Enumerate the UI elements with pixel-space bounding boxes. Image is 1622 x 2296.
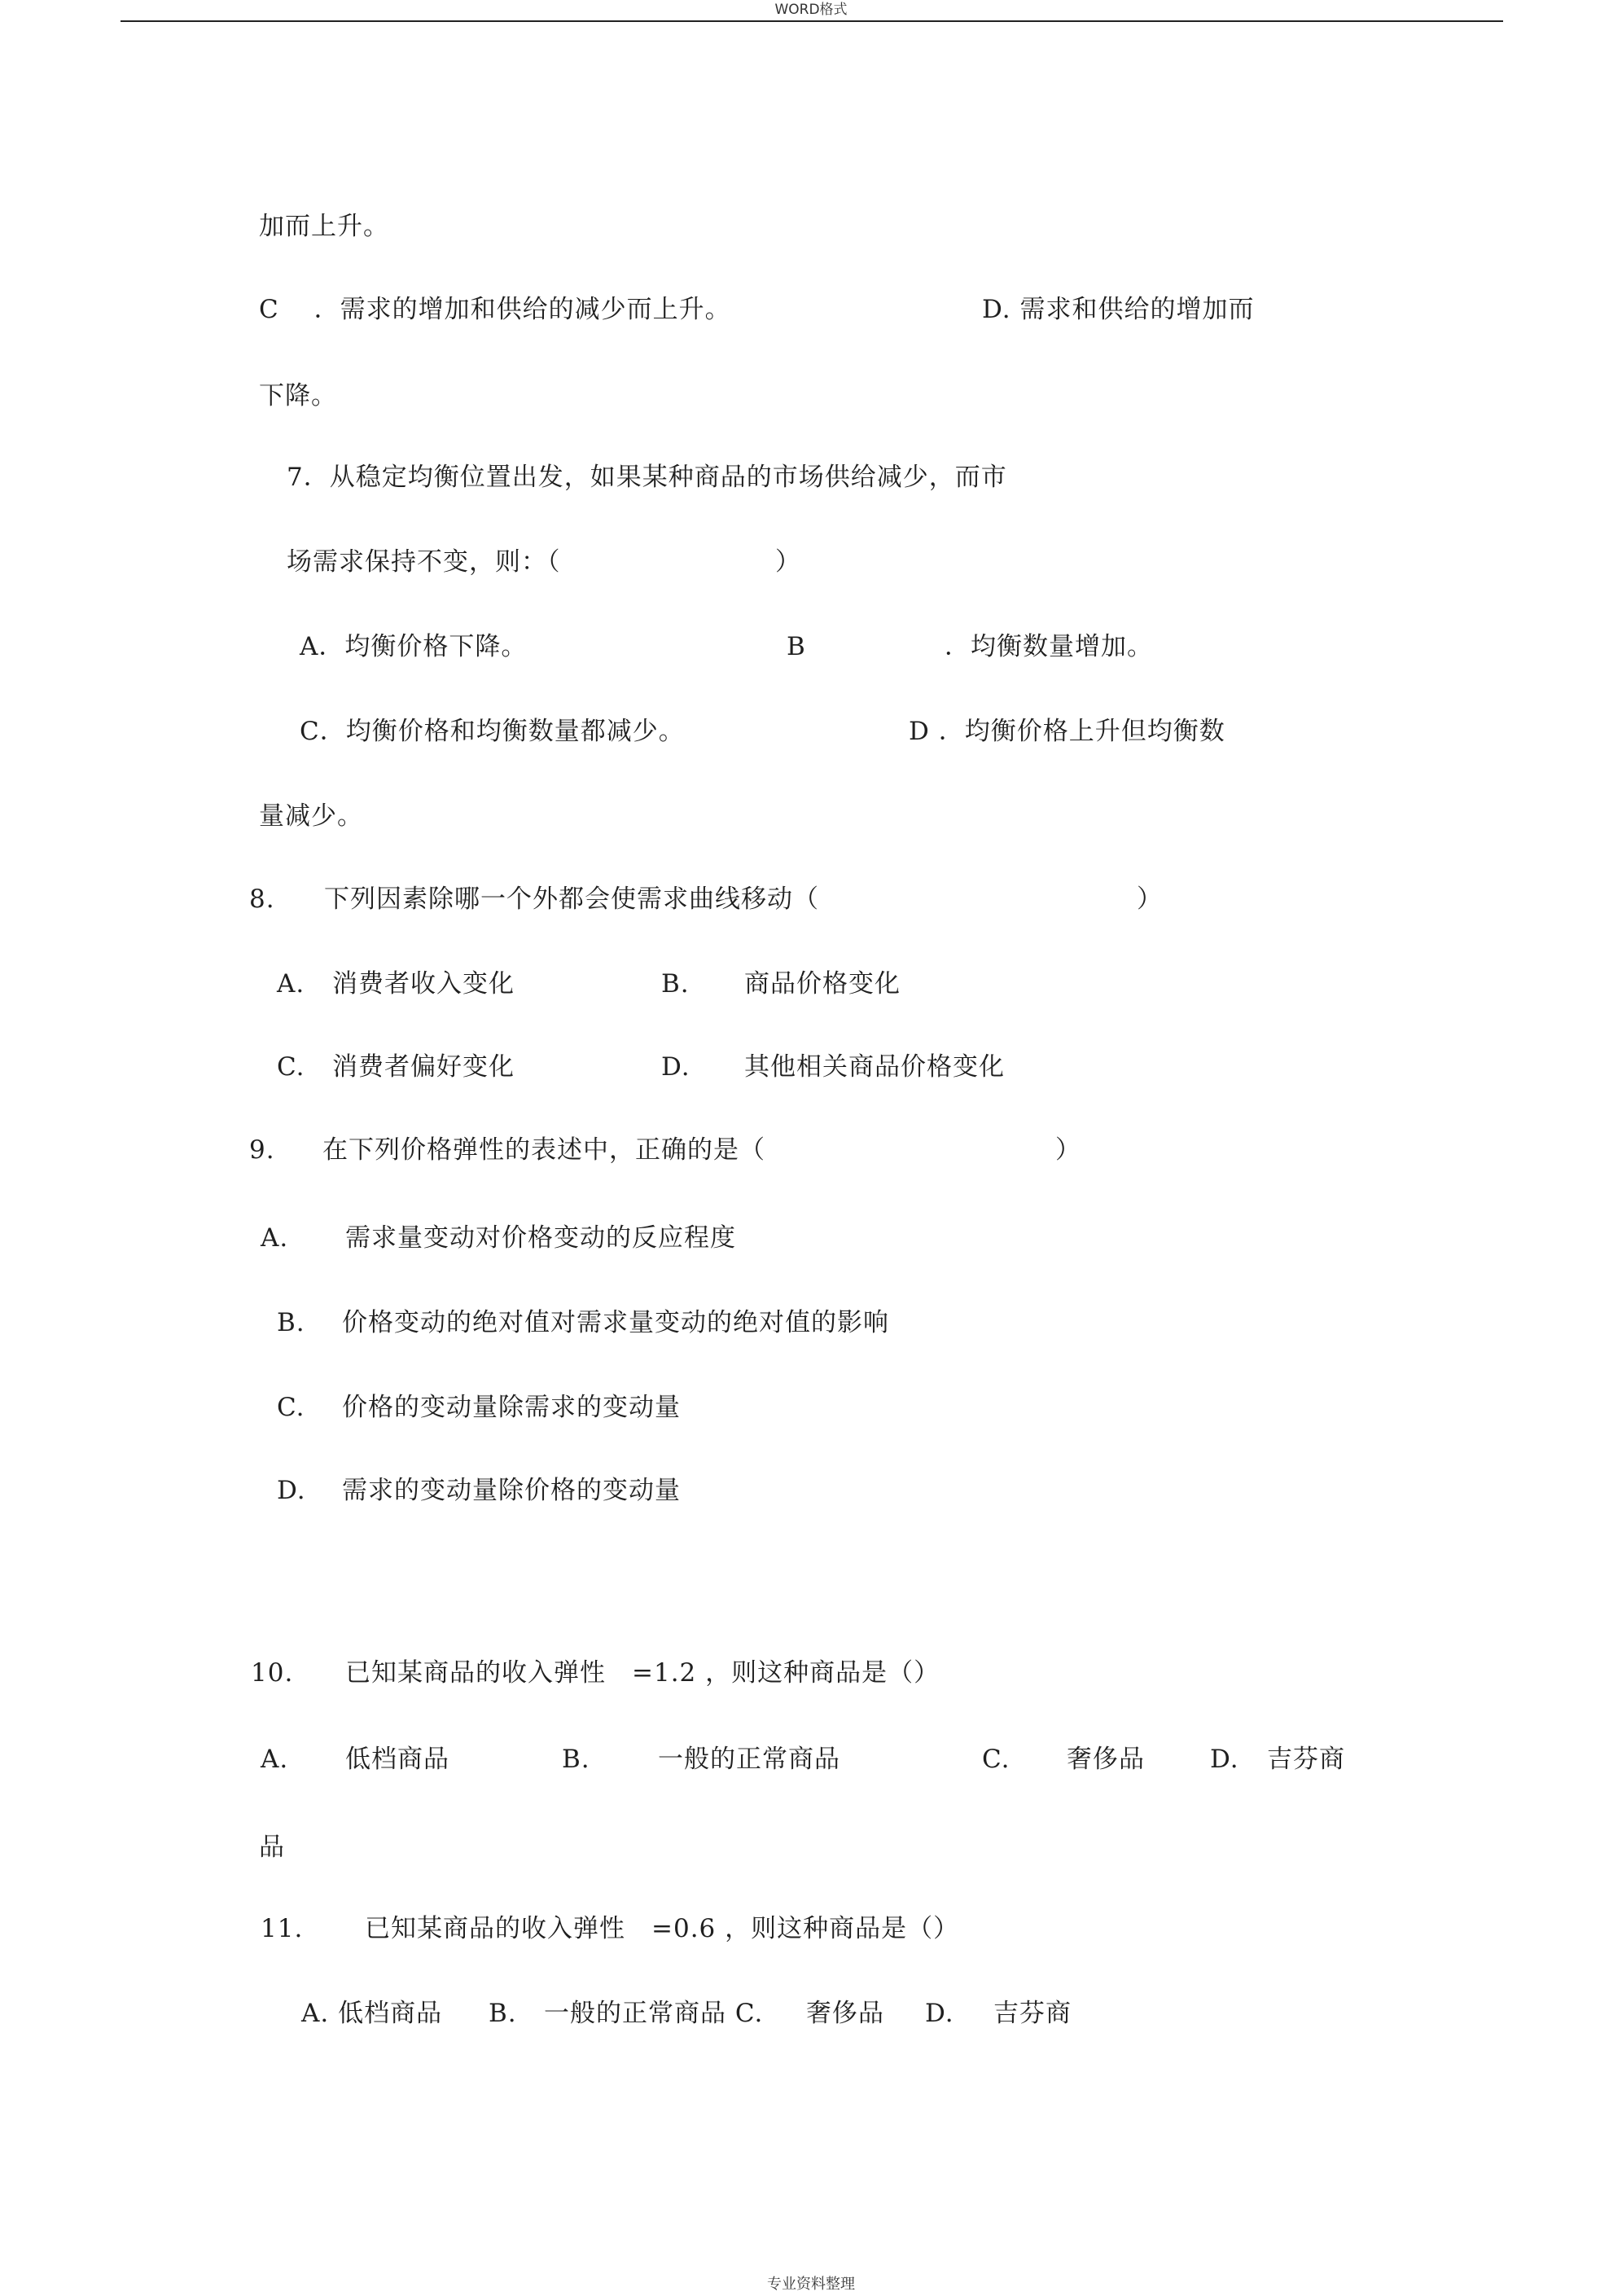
option-b-q8: 商品价格变化 (744, 969, 901, 999)
option-c-q7: C．均衡价格和均衡数量都减少。 (300, 717, 685, 746)
option-label: D. (277, 1476, 306, 1505)
question-7-cont: 场需求保持不变，则：（ (287, 547, 561, 577)
question-11: 已知某商品的收入弹性 =0.6 ，则这种商品是（） (365, 1914, 960, 1943)
question-9: 在下列价格弹性的表述中，正确的是（ (322, 1135, 765, 1165)
option-label: C. (277, 1393, 305, 1422)
question-number: 11. (261, 1914, 304, 1943)
text-line: 下降。 (259, 381, 337, 410)
option-d-q11: 吉芬商 (993, 1999, 1072, 2028)
question-number: 10. (251, 1658, 294, 1688)
question-number: 9. (249, 1135, 275, 1165)
option-label: C. (982, 1745, 1010, 1774)
question-10: 已知某商品的收入弹性 =1.2 ，则这种商品是（） (345, 1658, 940, 1688)
option-b-q10: 一般的正常商品 (658, 1745, 840, 1774)
option-d-q6: D. 需求和供给的增加而 (982, 295, 1255, 324)
option-label: D. (661, 1052, 690, 1082)
option-b-label: B (787, 632, 806, 661)
page-header: WORD格式 (774, 2, 848, 18)
option-c-q6: C ．需求的增加和供给的减少而上升。 (259, 295, 731, 324)
option-a-q7: A．均衡价格下降。 (300, 632, 528, 661)
option-c-q11: 奢侈品 (806, 1999, 884, 2028)
option-label: B. (562, 1745, 590, 1774)
question-7: 7．从稳定均衡位置出发，如果某种商品的市场供给减少，而市 (287, 463, 1007, 492)
option-d-q9: 需求的变动量除价格的变动量 (342, 1476, 681, 1505)
option-label: D. (1210, 1745, 1239, 1774)
option-b-q9: 价格变动的绝对值对需求量变动的绝对值的影响 (342, 1308, 889, 1337)
paren-close: ） (775, 547, 801, 577)
option-b-q11: 一般的正常商品 C. (544, 1999, 764, 2028)
option-label: C. (277, 1052, 305, 1082)
question-number: 8. (249, 885, 275, 914)
option-d-q10: 吉芬商 (1267, 1745, 1345, 1774)
option-label: B. (489, 1999, 517, 2028)
option-a-q8: 消费者收入变化 (332, 969, 515, 999)
option-a-q9: 需求量变动对价格变动的反应程度 (345, 1223, 736, 1253)
option-c-q9: 价格的变动量除需求的变动量 (342, 1393, 681, 1422)
option-d-q7: D ．均衡价格上升但均衡数 (909, 717, 1225, 746)
option-label: B. (277, 1308, 305, 1337)
option-d-q8: 其他相关商品价格变化 (744, 1052, 1005, 1082)
option-label: A. (261, 1745, 289, 1774)
option-label: B. (661, 969, 690, 999)
question-8: 下列因素除哪一个外都会使需求曲线移动（ (324, 885, 819, 914)
option-b-q7: ．均衡数量增加。 (945, 632, 1153, 661)
option-label: A. (261, 1223, 289, 1253)
paren-close: ） (1137, 885, 1163, 914)
page-footer: 专业资料整理 (767, 2276, 855, 2293)
paren-close: ） (1055, 1135, 1081, 1165)
header-rule (121, 20, 1503, 22)
text-line: 加而上升。 (259, 212, 389, 241)
text-line: 品 (259, 1833, 285, 1862)
option-c-q10: 奢侈品 (1067, 1745, 1145, 1774)
option-label: D. (925, 1999, 954, 2028)
option-label: A. (277, 969, 305, 999)
option-a-q11: A. 低档商品 (301, 1999, 443, 2028)
option-c-q8: 消费者偏好变化 (332, 1052, 515, 1082)
text-line: 量减少。 (259, 801, 363, 831)
option-a-q10: 低档商品 (345, 1745, 449, 1774)
